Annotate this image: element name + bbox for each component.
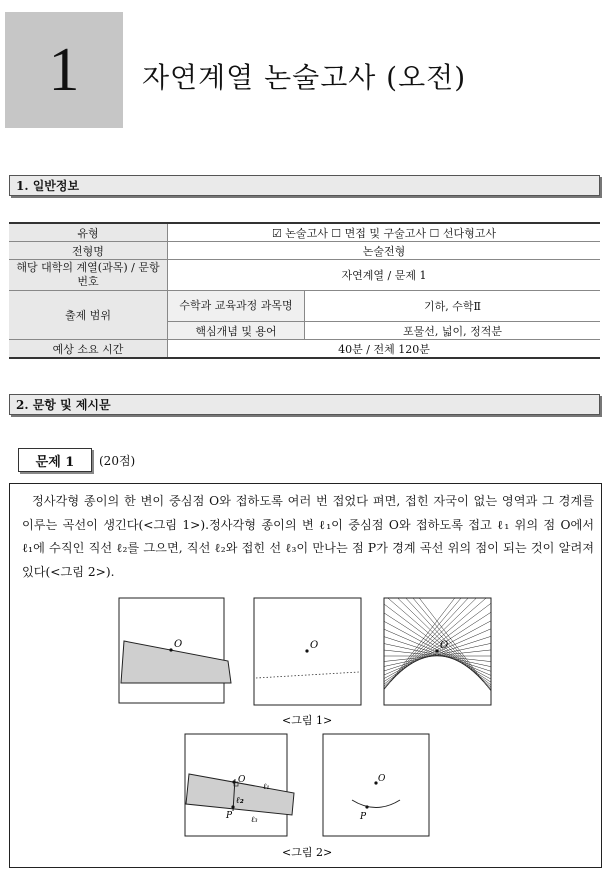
label-l3: ℓ₃ <box>251 815 258 824</box>
type-label: 유형 <box>9 223 168 242</box>
figure-1a <box>119 598 231 703</box>
figure-1c <box>384 598 491 705</box>
type-value: ☑ 논술고사 ☐ 면접 및 구술고사 ☐ 선다형고사 <box>168 223 601 242</box>
section-problem-bar: 2. 문항 및 제시문 <box>9 394 600 415</box>
label-o-1b: O <box>310 640 319 651</box>
dept-value: 자연계열 / 문제 1 <box>168 260 601 291</box>
label-p-2b: P <box>360 812 367 822</box>
concepts-label: 핵심개념 및 용어 <box>168 322 305 340</box>
label-o-1c: O <box>440 640 449 651</box>
concepts-value: 포물선, 넓이, 정적분 <box>305 322 601 340</box>
document-title: 자연계열 논술고사 (오전) <box>142 61 467 94</box>
problem-text: 정사각형 종이의 한 변이 중심점 O와 접하도록 여러 번 접었다 펴면, 접힌 자국이 없는 영역과 그 경계를 이루는 곡선이 생긴다(<그림 1>).정사각형 종이의 변 ℓ₁이 중심점 O와 접하도록 접고 ℓ₁ 위의 점 O에서 ℓ₁에 수직인 직선 ℓ₂를 그으면, 직선 ℓ₂와 접힌 선 ℓ₃이 만나는 점 P가 경계 곡선 위의 점이 되는 것이 알려져 있다(<그림 2>). <box>22 494 594 579</box>
scope-label: 출제 범위 <box>9 291 168 340</box>
section-general-info-bar: 1. 일반정보 <box>9 175 600 196</box>
track-value: 논술전형 <box>168 242 601 260</box>
figure-1-caption: <그림 1> <box>282 714 333 727</box>
figure-1b <box>254 598 361 705</box>
figure-2-caption: <그림 2> <box>282 846 333 859</box>
chapter-number: 1 <box>5 12 123 128</box>
label-o-1a: O <box>174 639 183 650</box>
track-label: 전형명 <box>9 242 168 260</box>
label-p-2a: P <box>226 811 233 821</box>
label-o-2a: O <box>238 775 246 785</box>
figure-2a <box>185 734 294 836</box>
time-label: 예상 소요 시간 <box>9 340 168 359</box>
label-o-2b: O <box>378 774 386 784</box>
curriculum-label: 수학과 교육과정 과목명 <box>168 291 305 322</box>
problem-label: 문제 1 <box>18 448 92 472</box>
curriculum-value: 기하, 수학Ⅱ <box>305 291 601 322</box>
time-value: 40분 / 전체 120분 <box>168 340 601 359</box>
figure-2b <box>323 734 429 836</box>
dept-label: 해당 대학의 계열(과목) / 문항번호 <box>9 260 168 291</box>
label-l1: ℓ₁ <box>263 782 270 791</box>
problem-points: (20점) <box>99 454 136 468</box>
label-l2: ℓ₂ <box>236 796 244 806</box>
